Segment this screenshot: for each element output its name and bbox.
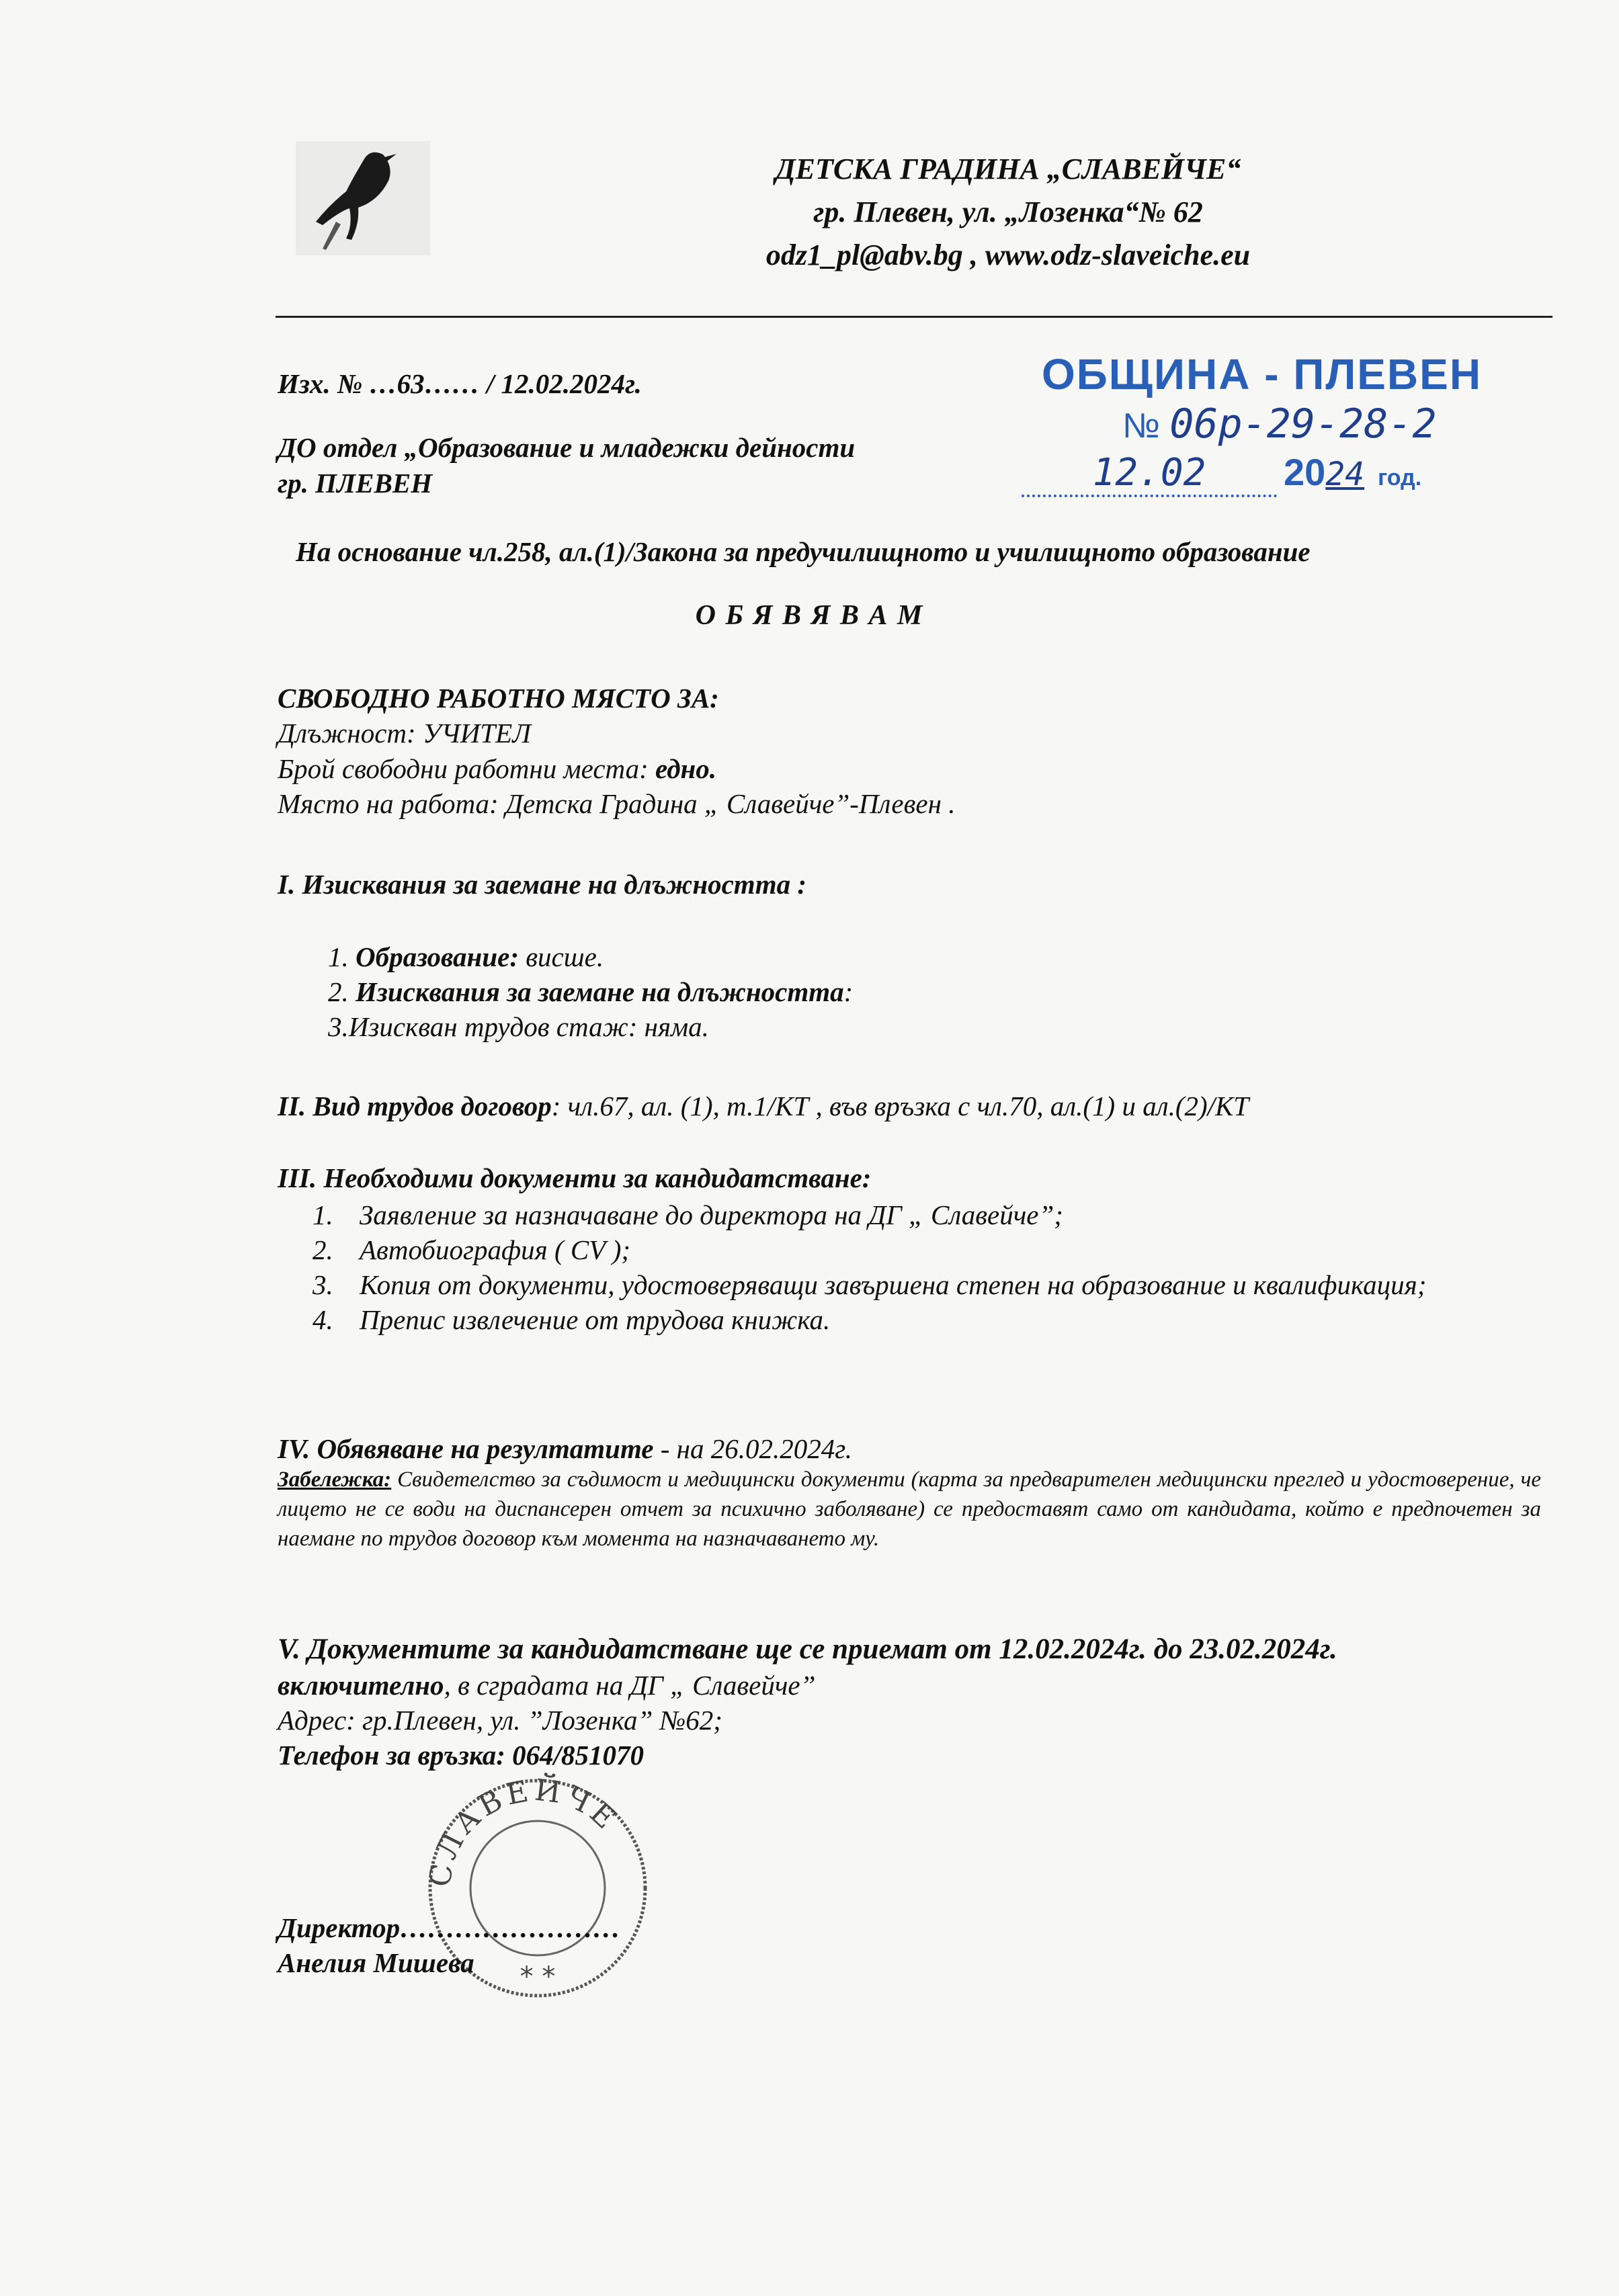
workplace: Място на работа: Детска Градина „ Славейче”-Плевен .	[278, 788, 956, 819]
org-contacts: odz1_pl@abv.bg , www.odz-slaveiche.eu	[765, 239, 1251, 271]
requirement-item	[328, 1009, 709, 1044]
section-5-rest: , в сградата на ДГ „ Славейче”	[444, 1670, 816, 1701]
section-3-title: III. Необходими документи за кандидатстване:	[278, 1162, 872, 1193]
note-text: Свидетелство за съдимост и медицински документи (карта за предварителен медицински преглед и удостоверение, че лицето не се води на диспансерен отчет за психично заболяване) се предоставят само от кандидата, който е предпочетен за наемане по трудов договор към момента на назначаването му.	[278, 1468, 1541, 1551]
announcement-title: О Б Я В Я В А М	[695, 600, 924, 631]
org-address: гр. Плевен, ул. „Лозенка“№ 62	[813, 196, 1203, 228]
section-5-line-2	[278, 1668, 815, 1703]
item-text: Препис извлечение от трудова книжка.	[360, 1304, 831, 1335]
phone-line: Телефон за връзка: 064/851070	[278, 1740, 645, 1771]
item-value: :	[843, 976, 854, 1007]
bird-logo	[296, 128, 437, 262]
seal-text: СЛАВЕЙЧЕ	[422, 1773, 625, 1889]
director-signature: Директор……………………	[278, 1912, 621, 1943]
legal-basis: На основание чл.258, ал.(1)/Закона за предучилищното и училищното образование	[296, 536, 1311, 567]
item-label: Образование:	[356, 941, 519, 972]
address-line: Адрес: гр.Плевен, ул. ”Лозенка” №62;	[278, 1705, 722, 1736]
vacancy-count-row	[278, 751, 716, 786]
item-number: 3.	[313, 1269, 333, 1300]
registration-year-prefix: 20	[1284, 451, 1326, 493]
seal-stars: * *	[520, 1961, 556, 1992]
header-divider	[276, 316, 1552, 318]
registration-date: 12.02	[1022, 451, 1277, 497]
vacancy-heading: СВОБОДНО РАБОТНО МЯСТО ЗА:	[278, 683, 719, 714]
registration-number-label: №	[1122, 407, 1160, 445]
section-2-title: II. Вид трудов договор	[278, 1091, 552, 1121]
item-number: 2.	[328, 976, 356, 1007]
requirement-item	[328, 939, 604, 974]
registration-stamp-title: ОБЩИНА - ПЛЕВЕН	[1042, 350, 1483, 398]
item-number: 1.	[313, 1199, 333, 1230]
registration-number: 06р-29-28-2	[1169, 400, 1437, 448]
org-name: ДЕТСКА ГРАДИНА „СЛАВЕЙЧЕ“	[775, 153, 1241, 185]
item-number: 2.	[313, 1234, 333, 1265]
item-number: 4.	[313, 1304, 333, 1335]
section-1-title: I. Изисквания за заемане на длъжността :	[278, 869, 806, 900]
vacancy-count-label: Брой свободни работни места:	[278, 753, 656, 784]
registration-year-label: год.	[1378, 465, 1422, 491]
vacancy-count-value: едно.	[655, 753, 717, 784]
reference-number: Изх. № …63…… / 12.02.2024г.	[278, 368, 642, 399]
registration-stamp	[1022, 349, 1492, 511]
item-text: Заявление за назначаване до директора на ДГ „ Славейче”;	[360, 1199, 1063, 1230]
section-4-text: - на 26.02.2024г.	[653, 1433, 852, 1464]
item-value: висше.	[518, 941, 604, 972]
recipient-line-2: гр. ПЛЕВЕН	[278, 468, 433, 499]
section-2	[278, 1089, 1249, 1123]
requirement-item	[328, 974, 853, 1009]
documents-list	[313, 1197, 1542, 1337]
document-item	[313, 1232, 1542, 1267]
recipient-line-1: ДО отдел „Образование и младежки дейности	[278, 432, 856, 463]
item-value: Изискван трудов стаж: няма.	[348, 1011, 709, 1042]
document-item	[313, 1302, 1542, 1337]
item-number: 1.	[328, 941, 356, 972]
note	[278, 1465, 1541, 1554]
section-5-line-1: V. Документите за кандидатстване ще се приемат от 12.02.2024г. до 23.02.2024г.	[278, 1633, 1337, 1665]
position-row	[278, 716, 531, 751]
section-4	[278, 1431, 852, 1466]
note-label: Забележка:	[278, 1468, 392, 1492]
section-2-text: : чл.67, ал. (1), т.1/КТ , във връзка с чл.70, ал.(1) и ал.(2)/КТ	[551, 1091, 1249, 1121]
item-label: Изисквания за заемане на длъжността	[356, 976, 844, 1007]
item-number: 3.	[328, 1011, 349, 1042]
registration-number-row	[1122, 400, 1437, 448]
document-item	[313, 1197, 1542, 1232]
item-text: Автобиография ( CV );	[360, 1234, 631, 1265]
item-text: Копия от документи, удостоверяващи завършена степен на образование и квалификация;	[360, 1269, 1427, 1300]
section-4-title: IV. Обявяване на резултатите	[278, 1433, 654, 1464]
position-value: УЧИТЕЛ	[415, 718, 531, 749]
document-item	[313, 1267, 1542, 1302]
section-5-bold: включително	[278, 1670, 444, 1701]
registration-year-suffix: 24	[1325, 456, 1365, 493]
registration-date-row	[1022, 450, 1492, 497]
director-name: Анелия Мишева	[278, 1947, 474, 1978]
position-label: Длъжност:	[278, 718, 416, 749]
